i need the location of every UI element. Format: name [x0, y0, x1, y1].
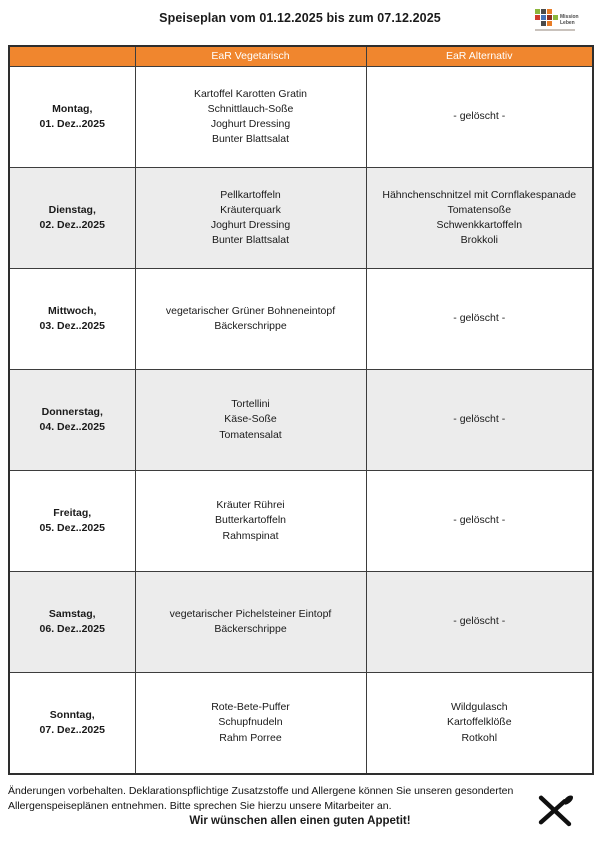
vegetarisch-cell: vegetarischer Grüner Bohneneintopf Bäckerschrippe [135, 269, 366, 370]
alternativ-cell: - gelöscht - [366, 67, 593, 168]
crossed-cutlery-icon [534, 791, 576, 829]
alternativ-cell: - gelöscht - [366, 471, 593, 572]
table-row [9, 269, 593, 370]
table-row [9, 67, 593, 168]
header-cell-day [9, 46, 135, 67]
vegetarisch-cell: Rote-Bete-Puffer Schupfnudeln Rahm Porree [135, 673, 366, 775]
vegetarisch-cell: Pellkartoffeln Kräuterquark Joghurt Dressing Bunter Blattsalat [135, 168, 366, 269]
logo-tagline [535, 29, 575, 31]
alternativ-cell: - gelöscht - [366, 370, 593, 471]
logo-word-1: Mission [560, 14, 579, 20]
page-title: Speiseplan vom 01.12.2025 bis zum 07.12.2025 [159, 11, 441, 25]
alternativ-cell: Hähnchenschnitzel mit Cornflakespanade Tomatensoße Schwenkkartoffeln Brokkoli [366, 168, 593, 269]
alternativ-cell: Wildgulasch Kartoffelklöße Rotkohl [366, 673, 593, 775]
header-cell-vegetarisch: EaR Vegetarisch [135, 46, 366, 67]
footer-note [8, 784, 528, 813]
logo-wordmark [560, 14, 579, 26]
logo-word-2: Leben [560, 20, 575, 26]
day-cell: Donnerstag, 04. Dez..2025 [9, 370, 135, 471]
menu-table [8, 45, 594, 775]
day-cell: Sonntag, 07. Dez..2025 [9, 673, 135, 775]
logo-mosaic-icon [535, 9, 558, 26]
footer-note-line-1: Änderungen vorbehalten. Deklarationspflichtige Zusatzstoffe und Allergene können Sie unseren gesonderten [8, 785, 514, 797]
table-row [9, 370, 593, 471]
header-cell-alternativ: EaR Alternativ [366, 46, 593, 67]
appetit-line: Wir wünschen allen einen guten Appetit! [189, 815, 411, 827]
vegetarisch-cell: Kartoffel Karotten Gratin Schnittlauch-Soße Joghurt Dressing Bunter Blattsalat [135, 67, 366, 168]
table-row [9, 471, 593, 572]
table-header-row [9, 46, 593, 67]
day-cell: Mittwoch, 03. Dez..2025 [9, 269, 135, 370]
table-row [9, 673, 593, 775]
table-row [9, 572, 593, 673]
alternativ-cell: - gelöscht - [366, 572, 593, 673]
mission-leben-logo [535, 9, 579, 31]
alternativ-cell: - gelöscht - [366, 269, 593, 370]
vegetarisch-cell: Tortellini Käse-Soße Tomatensalat [135, 370, 366, 471]
day-cell: Dienstag, 02. Dez..2025 [9, 168, 135, 269]
day-cell: Samstag, 06. Dez..2025 [9, 572, 135, 673]
menu-table-body [9, 67, 593, 775]
day-cell: Freitag, 05. Dez..2025 [9, 471, 135, 572]
day-cell: Montag, 01. Dez..2025 [9, 67, 135, 168]
vegetarisch-cell: vegetarischer Pichelsteiner Eintopf Bäckerschrippe [135, 572, 366, 673]
footer-note-line-2: Allergenspeiseplänen entnehmen. Bitte sprechen Sie hierzu unsere Mitarbeiter an. [8, 799, 392, 812]
vegetarisch-cell: Kräuter Rührei Butterkartoffeln Rahmspinat [135, 471, 366, 572]
table-row [9, 168, 593, 269]
